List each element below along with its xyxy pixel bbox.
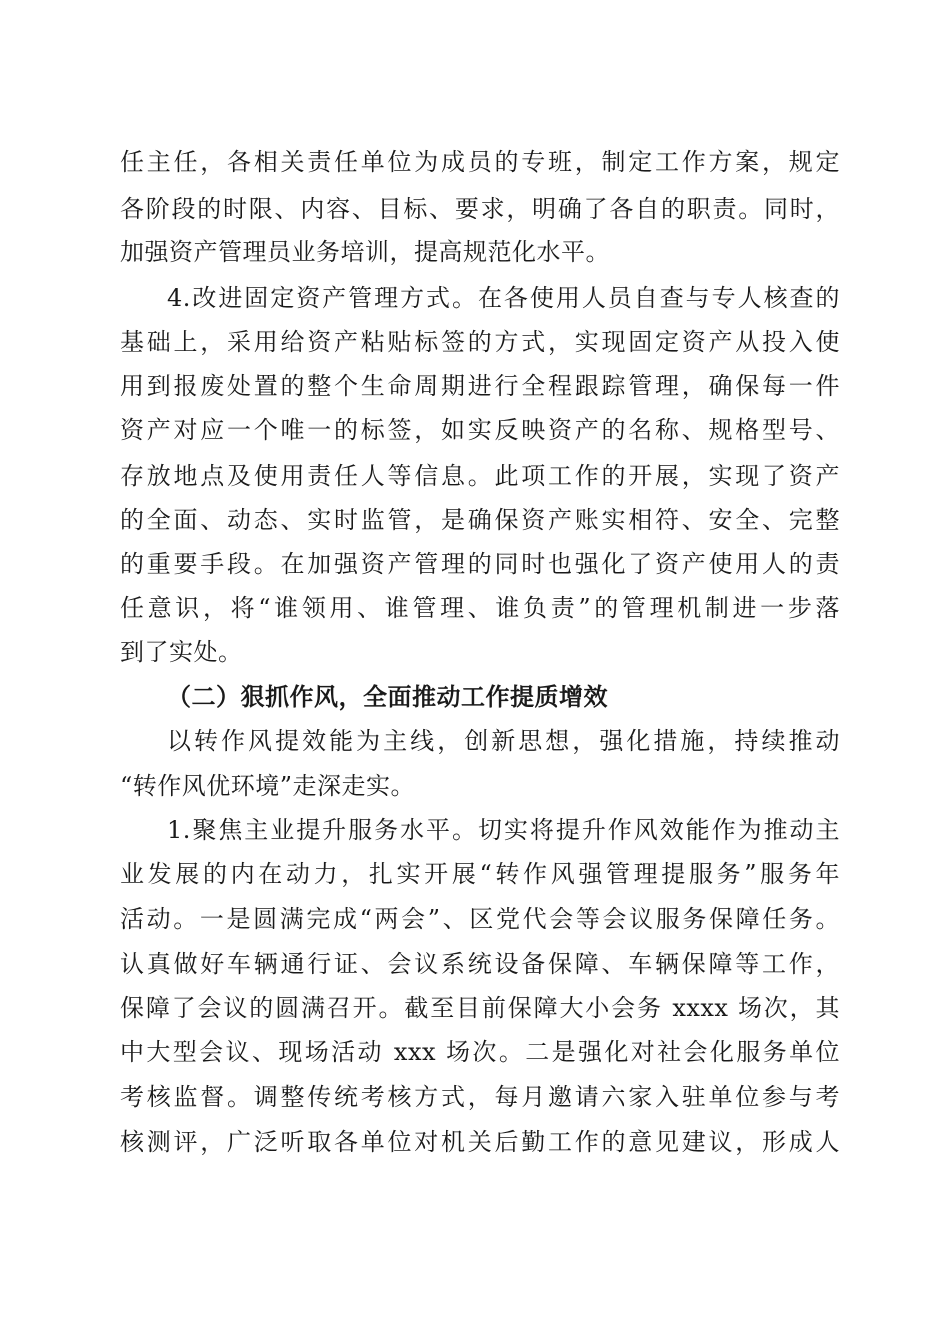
text-line: 用到报废处置的整个生命周期进行全程跟踪管理，确保每一件 xyxy=(120,372,840,400)
text-line: 业发展的内在动力，扎实开展“转作风强管理提服务”服务年 xyxy=(120,860,840,888)
text-line: 任主任，各相关责任单位为成员的专班，制定工作方案，规定 xyxy=(120,148,840,176)
text-line: 资产对应一个唯一的标签，如实反映资产的名称、规格型号、 xyxy=(120,416,840,444)
text-line: 的重要手段。在加强资产管理的同时也强化了资产使用人的责 xyxy=(120,550,840,578)
paragraph-start-line: 1.聚焦主业提升服务水平。切实将提升作风效能作为推动主 xyxy=(167,816,840,844)
paragraph-start-line: 以转作风提效能为主线，创新思想，强化措施，持续推动 xyxy=(167,727,840,755)
text-line: 认真做好车辆通行证、会议系统设备保障、车辆保障等工作， xyxy=(120,950,840,978)
text-line: 的全面、动态、实时监管，是确保资产账实相符、安全、完整 xyxy=(120,506,840,534)
text-line: 任意识，将“谁领用、谁管理、谁负责”的管理机制进一步落 xyxy=(120,594,840,622)
text-line: 活动。一是圆满完成“两会”、区党代会等会议服务保障任务。 xyxy=(120,905,840,933)
text-line: “转作风优环境”走深走实。 xyxy=(120,772,416,800)
text-line: 考核监督。调整传统考核方式，每月邀请六家入驻单位参与考 xyxy=(120,1083,840,1111)
text-line: 中大型会议、现场活动 xxx 场次。二是强化对社会化服务单位 xyxy=(120,1038,840,1066)
text-line: 加强资产管理员业务培训，提高规范化水平。 xyxy=(120,238,610,266)
text-line: 保障了会议的圆满召开。截至目前保障大小会务 xxxx 场次，其 xyxy=(120,994,840,1022)
text-line: 基础上，采用给资产粘贴标签的方式，实现固定资产从投入使 xyxy=(120,328,840,356)
paragraph-start-line: 4.改进固定资产管理方式。在各使用人员自查与专人核查的 xyxy=(167,284,840,312)
text-line: 到了实处。 xyxy=(120,638,243,666)
text-line: 各阶段的时限、内容、目标、要求，明确了各自的职责。同时， xyxy=(120,195,840,223)
text-line: 存放地点及使用责任人等信息。此项工作的开展，实现了资产 xyxy=(120,462,840,490)
text-line: 核测评，广泛听取各单位对机关后勤工作的意见建议，形成人 xyxy=(120,1128,840,1156)
section-heading: （二）狠抓作风，全面推动工作提质增效 xyxy=(167,682,608,711)
